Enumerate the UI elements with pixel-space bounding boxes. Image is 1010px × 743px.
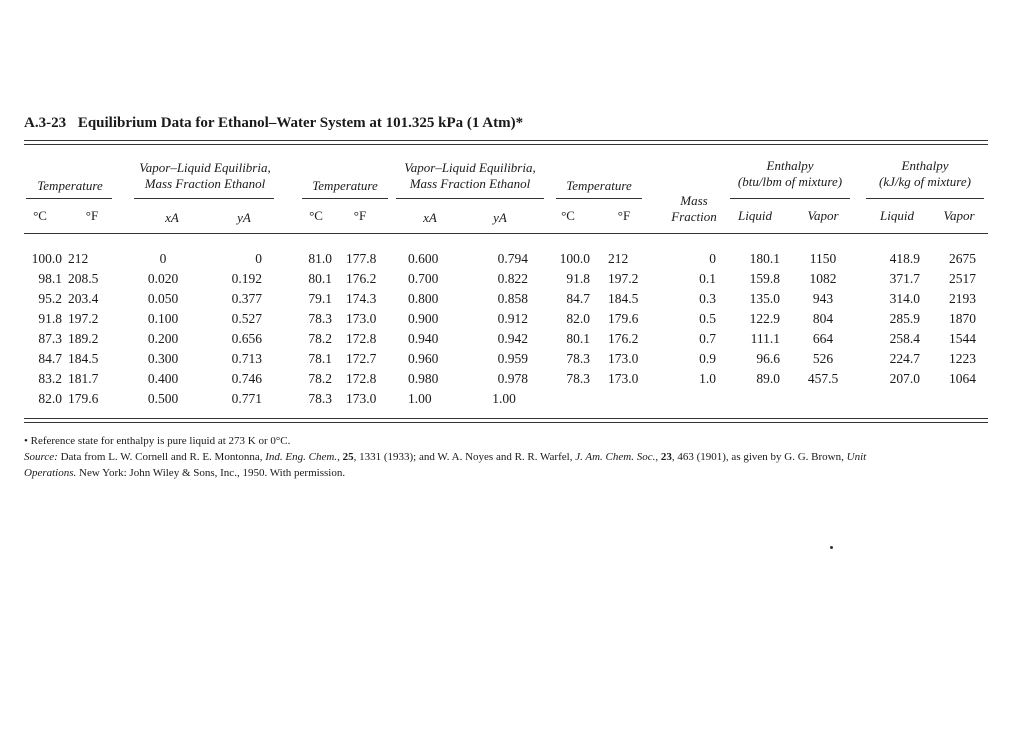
cell: 176.2 [346,271,377,286]
cell: 0.980 [408,371,439,386]
cell: 79.1 [308,291,332,306]
cell: 96.6 [756,351,780,366]
source-text-c: , 463 (1901), as given by G. G. Brown, [671,451,844,463]
cell: 0 [159,251,167,266]
subheader-deg-c-3: °C [561,208,575,223]
source-text-d: New York: John Wiley & Sons, Inc., 1950. With permission. [79,467,346,479]
cell: 176.2 [608,331,639,346]
table-title [24,115,523,132]
header-rule [24,233,988,234]
cell: 82.0 [566,311,590,326]
cell: 78.3 [308,311,332,326]
header-temperature-2: Temperature [312,178,378,193]
cell: 0.900 [408,311,439,326]
cell: 1.00 [408,391,432,406]
col-g1-tc [22,249,62,409]
subheader-deg-f-1: °F [85,208,99,223]
col-g2-ya [480,249,528,409]
source-journal-2: J. Am. Chem. Soc. [575,451,656,463]
cell: 0.771 [231,391,262,406]
header-vle-2-line1: Vapor–Liquid Equilibria, [404,160,536,175]
col-g3-btu-liquid [734,249,780,389]
header-mass-line2: Fraction [671,209,717,224]
cell: 78.2 [308,371,332,386]
subheader-vapor-btu: Vapor [807,208,839,223]
subheader-ya-2: yA [493,210,507,225]
cell: 173.0 [608,351,639,366]
subheader-deg-c-2: °C [309,208,323,223]
cell: 1064 [949,371,976,386]
col-g1-xa [140,249,186,409]
cell: 371.7 [889,271,920,286]
cell: 804 [812,311,834,326]
cell: 1544 [949,331,976,346]
cell: 0.960 [408,351,439,366]
col-g2-tc [298,249,332,409]
subheader-xa-1: xA [165,210,179,225]
col-g1-tf [68,249,118,409]
cell: 84.7 [566,291,590,306]
col-g3-mass-fraction [670,249,716,389]
cell: 189.2 [68,331,99,346]
table-number: A.3-23 [24,115,67,131]
cell: 0.940 [408,331,439,346]
cell: 1082 [809,271,837,286]
subheader-liquid-btu: Liquid [738,208,772,223]
cell: 78.1 [308,351,332,366]
footnote-source: Source: Data from L. W. Cornell and R. E. Montonna, Ind. Eng. Chem., 25, 1331 (1933); and W. A. Noyes and R. R. Warfel, J. Am. Chem. Soc., 23, 463 (1901), as given by G. G. Brown, Unit [24,451,867,463]
cell: 457.5 [807,371,839,386]
footnote-reference-text: Reference state for enthalpy is pure liquid at 273 K or 0°C. [30,435,291,447]
cell: 0.656 [231,331,262,346]
col-g2-tf [346,249,386,409]
header-enthalpy-kj-line1: Enthalpy [901,158,949,173]
footnote-reference [24,434,290,449]
underline-enthalpy-kj [866,198,984,199]
col-g3-btu-vapor [796,249,850,389]
underline-temperature-2 [302,198,388,199]
header-mass-line1: Mass [680,193,708,208]
cell: 1223 [949,351,976,366]
cell: 84.7 [38,351,62,366]
cell: 197.2 [68,311,99,326]
cell: 0.746 [231,371,262,386]
cell: 184.5 [608,291,639,306]
source-text-b: , 1331 (1933); and W. A. Noyes and R. R. Warfel, [353,451,573,463]
subheader-vapor-kj: Vapor [943,208,975,223]
underline-temperature-3 [556,198,642,199]
cell: 78.3 [566,351,590,366]
cell: 173.0 [608,371,639,386]
bottom-rule-1 [24,418,988,419]
cell: 0.600 [408,251,439,266]
source-book-1: Unit [846,451,867,463]
scan-speck [830,546,833,549]
cell: 1.0 [699,371,716,386]
source-book-2: Operations. [24,467,77,479]
cell: 0.050 [147,291,179,306]
cell: 224.7 [889,351,920,366]
top-rule-1 [24,140,988,141]
cell: 1870 [949,311,976,326]
cell: 100.0 [31,251,62,266]
header-temperature-3: Temperature [566,178,632,193]
cell: 664 [812,331,834,346]
col-g1-ya [212,249,262,409]
cell: 100.0 [559,251,590,266]
col-g3-kj-liquid [868,249,920,389]
cell: 0.3 [699,291,716,306]
source-label: Source: [24,451,58,463]
underline-enthalpy-btu [730,198,850,199]
cell: 173.0 [346,391,377,406]
cell: 172.7 [346,351,377,366]
cell: 0.100 [147,311,179,326]
cell: 0.800 [408,291,439,306]
source-volume-2: 23 [660,451,672,463]
cell: 98.1 [38,271,62,286]
top-rule-2 [24,144,988,145]
cell: 111.1 [750,331,780,346]
underline-vle-1 [134,198,274,199]
cell: 180.1 [749,251,780,266]
cell: 78.3 [566,371,590,386]
cell: 91.8 [38,311,62,326]
subheader-deg-c-1: °C [33,208,47,223]
cell: 80.1 [566,331,590,346]
cell: 0.858 [497,291,528,306]
cell: 0.700 [408,271,439,286]
cell: 78.2 [308,331,332,346]
underline-vle-2 [396,198,544,199]
cell: 172.8 [346,331,377,346]
cell: 0.020 [147,271,179,286]
cell: 2517 [949,271,976,286]
table-caption: Equilibrium Data for Ethanol–Water System at 101.325 kPa (1 Atm)* [77,115,524,131]
header-vle-1-line1: Vapor–Liquid Equilibria, [139,160,271,175]
header-vle-1-line2: Mass Fraction Ethanol [144,176,266,191]
cell: 0.1 [699,271,716,286]
cell: 212 [68,251,89,266]
cell: 526 [812,351,834,366]
cell: 2675 [949,251,976,266]
cell: 83.2 [38,371,62,386]
footnote-marker: • [24,435,28,447]
col-g3-kj-vapor [936,249,976,389]
source-journal-1: Ind. Eng. Chem. [265,451,338,463]
cell: 258.4 [889,331,920,346]
cell: 0.942 [497,331,528,346]
cell: 135.0 [749,291,780,306]
cell: 0 [255,251,262,266]
cell: 179.6 [68,391,99,406]
cell: 1.00 [492,391,516,406]
source-volume-1: 25 [342,451,354,463]
cell: 0.377 [231,291,262,306]
cell: 0.300 [147,351,179,366]
cell: 0.713 [231,351,262,366]
cell: 172.8 [346,371,377,386]
underline-temperature-1 [26,198,112,199]
cell: 0.9 [699,351,716,366]
cell: 0.912 [497,311,528,326]
footnote-source-cont [24,466,345,481]
source-text-a: Data from L. W. Cornell and R. E. Montonna, [60,451,263,463]
cell: 95.2 [38,291,62,306]
cell: 179.6 [608,311,639,326]
cell: 943 [812,291,834,306]
cell: 0.500 [147,391,179,406]
cell: 207.0 [889,371,920,386]
col-g3-tf [608,249,648,389]
cell: 174.3 [346,291,377,306]
cell: 91.8 [566,271,590,286]
cell: 87.3 [38,331,62,346]
cell: 0.527 [231,311,262,326]
col-g3-tc [548,249,590,389]
cell: 81.0 [308,251,332,266]
cell: 82.0 [38,391,62,406]
cell: 0.822 [497,271,528,286]
subheader-deg-f-3: °F [617,208,631,223]
cell: 173.0 [346,311,377,326]
cell: 0.400 [147,371,179,386]
subheader-ya-1: yA [237,210,251,225]
cell: 2193 [949,291,976,306]
cell: 0.794 [497,251,528,266]
header-temperature-1: Temperature [37,178,103,193]
col-g2-xa [408,249,456,409]
cell: 197.2 [608,271,639,286]
cell: 159.8 [749,271,780,286]
cell: 0.959 [497,351,528,366]
cell: 184.5 [68,351,99,366]
cell: 0.192 [231,271,262,286]
cell: 78.3 [308,391,332,406]
cell: 89.0 [756,371,780,386]
cell: 314.0 [889,291,920,306]
cell: 212 [608,251,629,266]
cell: 208.5 [68,271,99,286]
cell: 0.7 [699,331,716,346]
cell: 0.200 [147,331,179,346]
cell: 122.9 [749,311,780,326]
header-enthalpy-kj-line2: (kJ/kg of mixture) [879,174,971,189]
cell: 181.7 [68,371,99,386]
cell: 0.5 [699,311,716,326]
subheader-deg-f-2: °F [353,208,367,223]
cell: 203.4 [68,291,99,306]
subheader-xa-2: xA [423,210,437,225]
bottom-rule-2 [24,422,988,423]
header-vle-2-line2: Mass Fraction Ethanol [409,176,531,191]
cell: 1150 [809,251,837,266]
header-enthalpy-btu-line2: (btu/lbm of mixture) [737,174,843,189]
cell: 418.9 [889,251,920,266]
subheader-liquid-kj: Liquid [880,208,914,223]
cell: 80.1 [308,271,332,286]
cell: 285.9 [889,311,920,326]
cell: 0 [709,251,716,266]
cell: 177.8 [346,251,377,266]
header-enthalpy-btu-line1: Enthalpy [766,158,814,173]
cell: 0.978 [497,371,528,386]
